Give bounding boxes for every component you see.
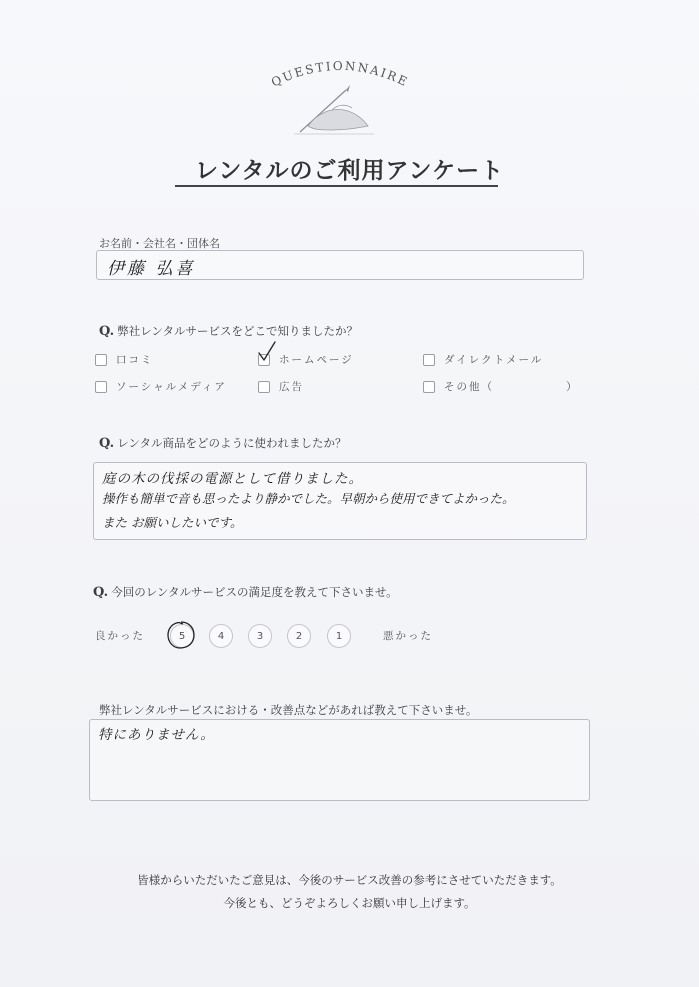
improvement-answer: 特にありません。	[98, 727, 215, 743]
name-label: お名前・会社名・団体名	[99, 237, 220, 250]
title-underline	[175, 185, 498, 187]
option-label: 口コミ	[116, 354, 154, 366]
q1-text: 弊社レンタルサービスをどこで知りましたか？	[117, 324, 358, 338]
arc-text: QUESTIONNAIRE	[269, 58, 411, 90]
q2-question	[99, 435, 346, 451]
q2-text: レンタル商品をどのように使われましたか？	[117, 436, 347, 450]
option-label: ソーシャルメディア	[116, 381, 227, 393]
page-title: レンタルのご利用アンケート	[194, 158, 505, 184]
option-advertisement[interactable]	[258, 379, 304, 394]
name-field[interactable]	[96, 250, 584, 280]
option-label: 広告	[279, 381, 304, 393]
usage-answer-box[interactable]	[93, 462, 587, 540]
option-social-media[interactable]	[95, 379, 227, 394]
answer-line: 庭の木の伐採の電源として借りました。	[102, 471, 363, 487]
rating-1[interactable]: 1	[327, 624, 351, 648]
improvement-answer-box[interactable]	[89, 719, 590, 801]
q3-question	[93, 584, 398, 600]
checkbox[interactable]	[95, 354, 107, 366]
other-close-paren: ）	[566, 380, 577, 393]
bad-label: 悪かった	[383, 630, 433, 642]
q3-mark: Q.	[93, 585, 109, 600]
checkbox[interactable]	[258, 381, 270, 393]
option-kuchikomi[interactable]	[95, 352, 154, 367]
option-label: ホームページ	[279, 354, 354, 366]
checkbox[interactable]	[423, 354, 435, 366]
footer-line-2: 今後とも、どうぞよろしくお願い申し上げます。	[223, 896, 476, 910]
footer-line-1: 皆様からいただいたご意見は、今後のサービス改善の参考にさせていただきます。	[137, 873, 562, 887]
option-label: ダイレクトメール	[444, 354, 544, 366]
answer-line: また お願いしたいです。	[102, 515, 243, 530]
rating-4[interactable]: 4	[209, 624, 233, 648]
checkbox[interactable]	[423, 381, 435, 393]
q1-question	[99, 323, 358, 339]
checkbox[interactable]	[95, 381, 107, 393]
option-direct-mail[interactable]	[423, 352, 543, 367]
answer-line: 操作も簡単で音も思ったより静かでした。早朝から使用できてよかった。	[102, 491, 515, 506]
q1-mark: Q.	[99, 324, 115, 339]
name-value: 伊藤 弘喜	[107, 259, 196, 279]
good-label: 良かった	[95, 630, 145, 642]
rating-3[interactable]: 3	[248, 624, 272, 648]
checkmark-icon	[256, 340, 278, 364]
hand-drawn-circle-icon	[166, 620, 196, 650]
rating-2[interactable]: 2	[287, 624, 311, 648]
q2-mark: Q.	[99, 436, 115, 451]
q3-text: 今回のレンタルサービスの満足度を教えて下さいませ。	[111, 585, 398, 599]
rating-5[interactable]: 5	[170, 624, 194, 648]
option-other[interactable]	[423, 379, 494, 394]
option-label: その他（	[444, 381, 494, 393]
quill-pen-hand-icon	[288, 82, 378, 136]
q4-question: 弊社レンタルサービスにおける・改善点などがあれば教えて下さいませ。	[99, 703, 478, 717]
